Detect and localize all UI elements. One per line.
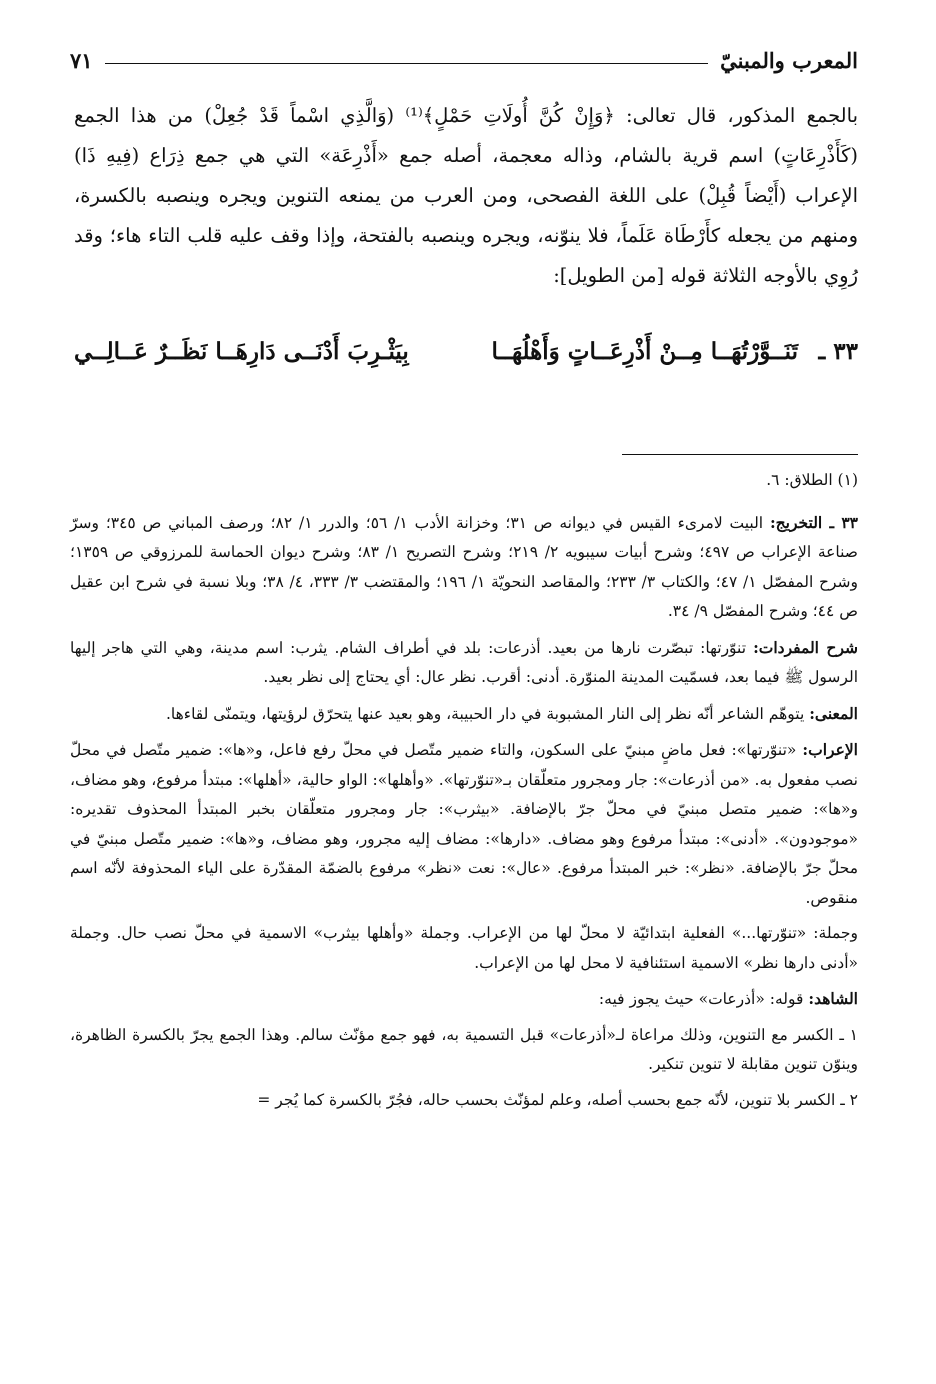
mufradat-label: شرح المفردات: <box>753 637 858 657</box>
shahid-item-2: ٢ ـ الكسر بلا تنوين، لأنّه جمع بحسب أصله، وعلم لمؤنّث بحسب حاله، فجُرّ بالكسرة كما يُجر = <box>257 1090 858 1109</box>
takhrij-label: ٣٣ ـ التخريج: <box>769 512 859 532</box>
page-header <box>70 40 858 80</box>
page-number: ٧١ <box>70 47 93 73</box>
footnote-1: (١) الطلاق: ٦. <box>766 471 858 489</box>
verse-number: ٣٣ ـ <box>818 338 858 365</box>
maana-text: يتوهّم الشاعر أنّه نظر إلى النار المشبوبة في دار الحبيبة، وهو بعيد عنها يتحرّق لرؤيتها، ويتمنّى لقاءها. <box>165 704 805 723</box>
verse-second-hemistich: بِيَثْـرِبَ أَدْنَــى دَارِهَــا نَظَــرٌ عَــالِــي <box>74 338 409 365</box>
shahid-section <box>70 984 858 1015</box>
footnotes <box>70 466 858 1121</box>
maana-section <box>70 699 858 730</box>
takhrij-text: البيت لامرىء القيس في ديوانه ص ٣١؛ وخزانة الأدب ١/ ٥٦؛ والدرر ١/ ٨٢؛ ورصف المباني ص ٣٤٥؛ وسرّ صناعة الإعراب ص ٤٩٧؛ وشرح أبيات سيبويه ٢/ ٢١٩؛ وشرح التصريح ١/ ٨٣؛ وشرح ديوان الحماسة للمرزوقي ص ١٣٥٩؛ وشرح المفصّل ١/ ٤٧؛ والكتاب ٣/ ٢٣٣؛ والمقاصد النحويّة ١/ ١٩٦؛ والمقتضب ٣/ ٣٣٣، ٤/ ٣٨؛ وبلا نسبة في شرح ابن عقيل ص ٤٤؛ وشرح المفصّل ٩/ ٣٤. <box>70 513 859 620</box>
mufradat-text: تنوّرتها: تبصّرت نارها من بعيد. أذرعات: بلد في أطراف الشام. يثرب: اسم مدينة، وهي التي هاجر إليها الرسول ﷺ فيما بعد، فسمّيت المدينة المنوّرة. أدنى: أقرب. نظر عال: أي يحتاج إلى نظر بعيد. <box>70 638 858 686</box>
shahid-item-1: ١ ـ الكسر مع التنوين، وذلك مراعاة لـ«أذرعات» قبل التسمية به، فهو جمع مؤنّث سالم. وهذا الجمع يجرّ بالكسرة الظاهرة، وينوّن تنوين مقابلة لا تنوين تنكير. <box>70 1025 858 1073</box>
shahid-text: قوله: «أذرعات» حيث يجوز فيه: <box>598 990 804 1008</box>
verse-first-hemistich: تَنَــوَّرْتُهَــا مِــنْ أَذْرِعَــاتٍ وَأَهْلُهَــا <box>491 338 798 365</box>
mufradat-section <box>70 633 858 693</box>
jumla-section: وجملة: «تنوّرتها...» الفعلية ابتدائيّة لا محلّ لها من الإعراب. وجملة «وأهلها بيثرب» الاسمية في محلّ نصب حال. وجملة «أدنى دارها نظر» الاسمية استئنافية لا محل لها من الإعراب. <box>70 924 858 972</box>
poetry-verse <box>74 332 858 380</box>
main-text <box>74 96 858 296</box>
irab-label: الإعراب: <box>802 740 858 759</box>
footnote-separator <box>622 454 858 455</box>
header-rule <box>105 63 709 64</box>
irab-section <box>70 735 858 913</box>
running-title: المعرب والمبنيّ <box>720 47 858 73</box>
irab-text: «تنوّرتها»: فعل ماضٍ مبنيّ على السكون، والتاء ضمير متّصل في محلّ رفع فاعل، و«ها»: ضمير متّصل في محلّ نصب مفعول به. «من أذرعات»: جار ومجرور متعلّقان بـ«تنوّرتها». «وأهلها»: الواو حالية، «أهلها»: مبتدأ مرفوع، وهو مضاف، و«ها»: ضمير متصل مبنيّ في محلّ جرّ بالإضافة. «بيثرب»: جار ومجرور متعلّقان بخبر المبتدأ المحذوف تقديره: «موجودون». «أدنى»: مبتدأ مرفوع وهو مضاف. «دارها»: مضاف إليه مجرور، وهو مضاف، و«ها»: ضمير متّصل مبنيّ في محلّ جرّ بالإضافة. «نظر»: خبر المبتدأ مرفوع. «عال»: نعت «نظر» مرفوع بالضمّة المقدّرة على الياء المحذوفة لأنّه اسم منقوص. <box>70 741 858 907</box>
main-paragraph: بالجمع المذكور، قال تعالى: ﴿وَإِنْ كُنَّ أُولَاتِ حَمْلٍ﴾⁽¹⁾ (وَالَّذِي اسْماً قَدْ جُعِلْ) من هذا الجمع (كَأَذْرِعَاتٍ) اسم قرية بالشام، وذاله معجمة، أصله جمع «أَذْرِعَة» التي هي جمع ذِرَاع (فِيهِ ذَا) الإعراب (أَيْضاً قُبِلْ) على اللغة الفصحى، ومن العرب من يمنعه التنوين ويجره وينصبه بالكسرة، ومنهم من يجعله كأَرْطَاة عَلَماً، فلا ينوّنه، ويجره وينصبه بالفتحة، وإذا وقف عليه قلب التاء هاء؛ وقد رُوِي بالأوجه الثلاثة قوله [من الطويل]: <box>74 104 858 287</box>
maana-label: المعنى: <box>809 703 858 723</box>
shahid-label: الشاهد: <box>808 989 858 1008</box>
takhrij-section <box>70 508 858 627</box>
